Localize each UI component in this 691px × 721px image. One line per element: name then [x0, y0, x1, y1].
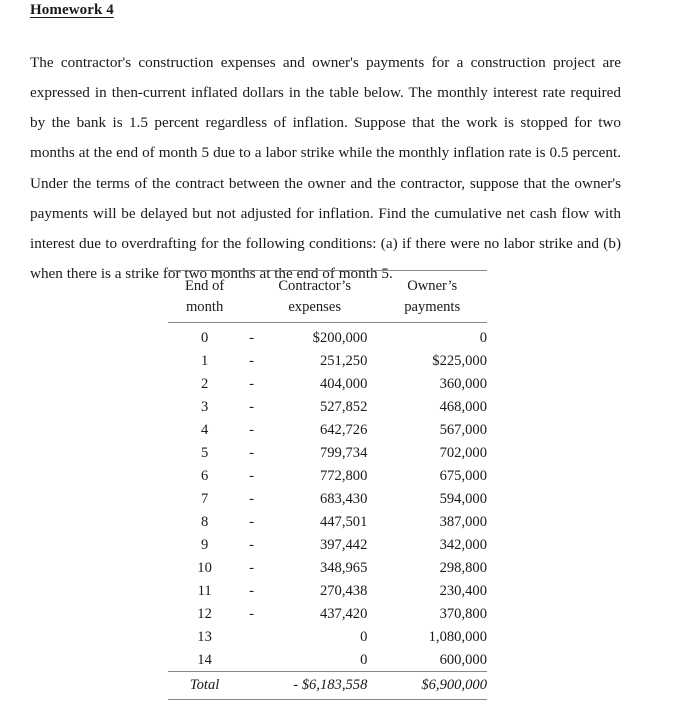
cell-sign: - — [241, 487, 262, 510]
cell-month: 0 — [168, 323, 241, 350]
table-row — [168, 441, 487, 464]
table-row — [168, 487, 487, 510]
cell-sign: - — [241, 579, 262, 602]
table-row — [168, 395, 487, 418]
cell-month: 13 — [168, 625, 241, 648]
cell-expenses: 348,965 — [262, 556, 377, 579]
cell-expenses: 683,430 — [262, 487, 377, 510]
cell-payments: 298,800 — [377, 556, 487, 579]
column-header-sign-spacer — [241, 271, 262, 298]
cell-payments: 468,000 — [377, 395, 487, 418]
cell-expenses: 527,852 — [262, 395, 377, 418]
cell-expenses: 0 — [262, 648, 377, 672]
cell-sign: - — [241, 349, 262, 372]
cell-payments: 370,800 — [377, 602, 487, 625]
cashflow-table — [168, 270, 487, 721]
cell-payments: 675,000 — [377, 464, 487, 487]
table-row — [168, 556, 487, 579]
column-header-month-line2: month — [168, 297, 241, 323]
cell-month: 11 — [168, 579, 241, 602]
cell-payments: 1,080,000 — [377, 625, 487, 648]
cell-sign: - — [241, 510, 262, 533]
page-title: Homework 4 — [30, 2, 114, 19]
cell-sign: - — [241, 323, 262, 350]
cell-payments: 0 — [377, 323, 487, 350]
column-header-expenses-line2: expenses — [262, 297, 377, 323]
cell-payments: 567,000 — [377, 418, 487, 441]
table-bottom-rule — [168, 700, 487, 721]
table-row — [168, 349, 487, 372]
cell-payments: 360,000 — [377, 372, 487, 395]
cell-sign: - — [241, 533, 262, 556]
table-body — [168, 323, 487, 672]
cell-sign: - — [241, 418, 262, 441]
cell-sign — [241, 625, 262, 648]
cell-expenses: 251,250 — [262, 349, 377, 372]
column-header-sign-spacer-2 — [241, 297, 262, 323]
bottom-rule-cell-1 — [168, 700, 241, 721]
table-row — [168, 418, 487, 441]
table-row — [168, 533, 487, 556]
cell-month: 2 — [168, 372, 241, 395]
cell-month: 4 — [168, 418, 241, 441]
cell-payments: 342,000 — [377, 533, 487, 556]
cell-sign: - — [241, 395, 262, 418]
cell-month: 7 — [168, 487, 241, 510]
table-row — [168, 625, 487, 648]
cell-expenses: 397,442 — [262, 533, 377, 556]
table-row — [168, 579, 487, 602]
table-row — [168, 372, 487, 395]
total-expenses: - $6,183,558 — [262, 672, 377, 700]
cell-sign — [241, 648, 262, 672]
cell-sign: - — [241, 602, 262, 625]
cell-sign: - — [241, 441, 262, 464]
cell-expenses: 799,734 — [262, 441, 377, 464]
cell-payments: $225,000 — [377, 349, 487, 372]
cell-payments: 594,000 — [377, 487, 487, 510]
cell-month: 8 — [168, 510, 241, 533]
column-header-expenses-line1: Contractor’s — [262, 271, 377, 298]
cell-payments: 600,000 — [377, 648, 487, 672]
cell-month: 1 — [168, 349, 241, 372]
bottom-rule-cell-2 — [241, 700, 262, 721]
cell-month: 14 — [168, 648, 241, 672]
table-header-row-2 — [168, 297, 487, 323]
problem-statement-text: The contractor's construction expenses and owner's payments for a construction project are expressed in then-current inflated dollars in the table below. The monthly interest rate required by the bank is 1.5 percent regardless of inflation. Suppose that the work is stopped for two months at the end of month 5 due to a labor strike while the monthly inflation rate is 0.5 percent. Under the terms of the contract between the owner and the contractor, suppose that the owner's payments will be delayed but not adjusted for inflation. Find the cumulative net cash flow with interest due to overdrafting for the following conditions: (a) if there were no labor strike and (b) when there is a strike for two months at the end of month 5. — [30, 48, 621, 289]
cell-expenses: 437,420 — [262, 602, 377, 625]
cell-month: 12 — [168, 602, 241, 625]
cell-month: 3 — [168, 395, 241, 418]
table-footer — [168, 672, 487, 721]
cell-month: 10 — [168, 556, 241, 579]
table-row — [168, 602, 487, 625]
column-header-payments-line1: Owner’s — [377, 271, 487, 298]
table-row — [168, 648, 487, 672]
total-label: Total — [168, 672, 241, 700]
cell-payments: 387,000 — [377, 510, 487, 533]
cell-payments: 230,400 — [377, 579, 487, 602]
table-row — [168, 464, 487, 487]
cell-payments: 702,000 — [377, 441, 487, 464]
table-row — [168, 510, 487, 533]
cell-sign: - — [241, 464, 262, 487]
cell-month: 5 — [168, 441, 241, 464]
column-header-payments-line2: payments — [377, 297, 487, 323]
bottom-rule-cell-4 — [377, 700, 487, 721]
cell-sign: - — [241, 372, 262, 395]
cell-month: 9 — [168, 533, 241, 556]
cashflow-table-container — [168, 270, 487, 721]
column-header-month-line1: End of — [168, 271, 241, 298]
cell-expenses: $200,000 — [262, 323, 377, 350]
cell-expenses: 0 — [262, 625, 377, 648]
cell-expenses: 772,800 — [262, 464, 377, 487]
cell-month: 6 — [168, 464, 241, 487]
table-header — [168, 271, 487, 323]
total-payments: $6,900,000 — [377, 672, 487, 700]
table-header-row-1 — [168, 271, 487, 298]
total-sign-spacer — [241, 672, 262, 700]
cell-expenses: 447,501 — [262, 510, 377, 533]
cell-expenses: 270,438 — [262, 579, 377, 602]
bottom-rule-cell-3 — [262, 700, 377, 721]
cell-expenses: 642,726 — [262, 418, 377, 441]
table-row — [168, 323, 487, 350]
cell-expenses: 404,000 — [262, 372, 377, 395]
cell-sign: - — [241, 556, 262, 579]
table-total-row — [168, 672, 487, 700]
